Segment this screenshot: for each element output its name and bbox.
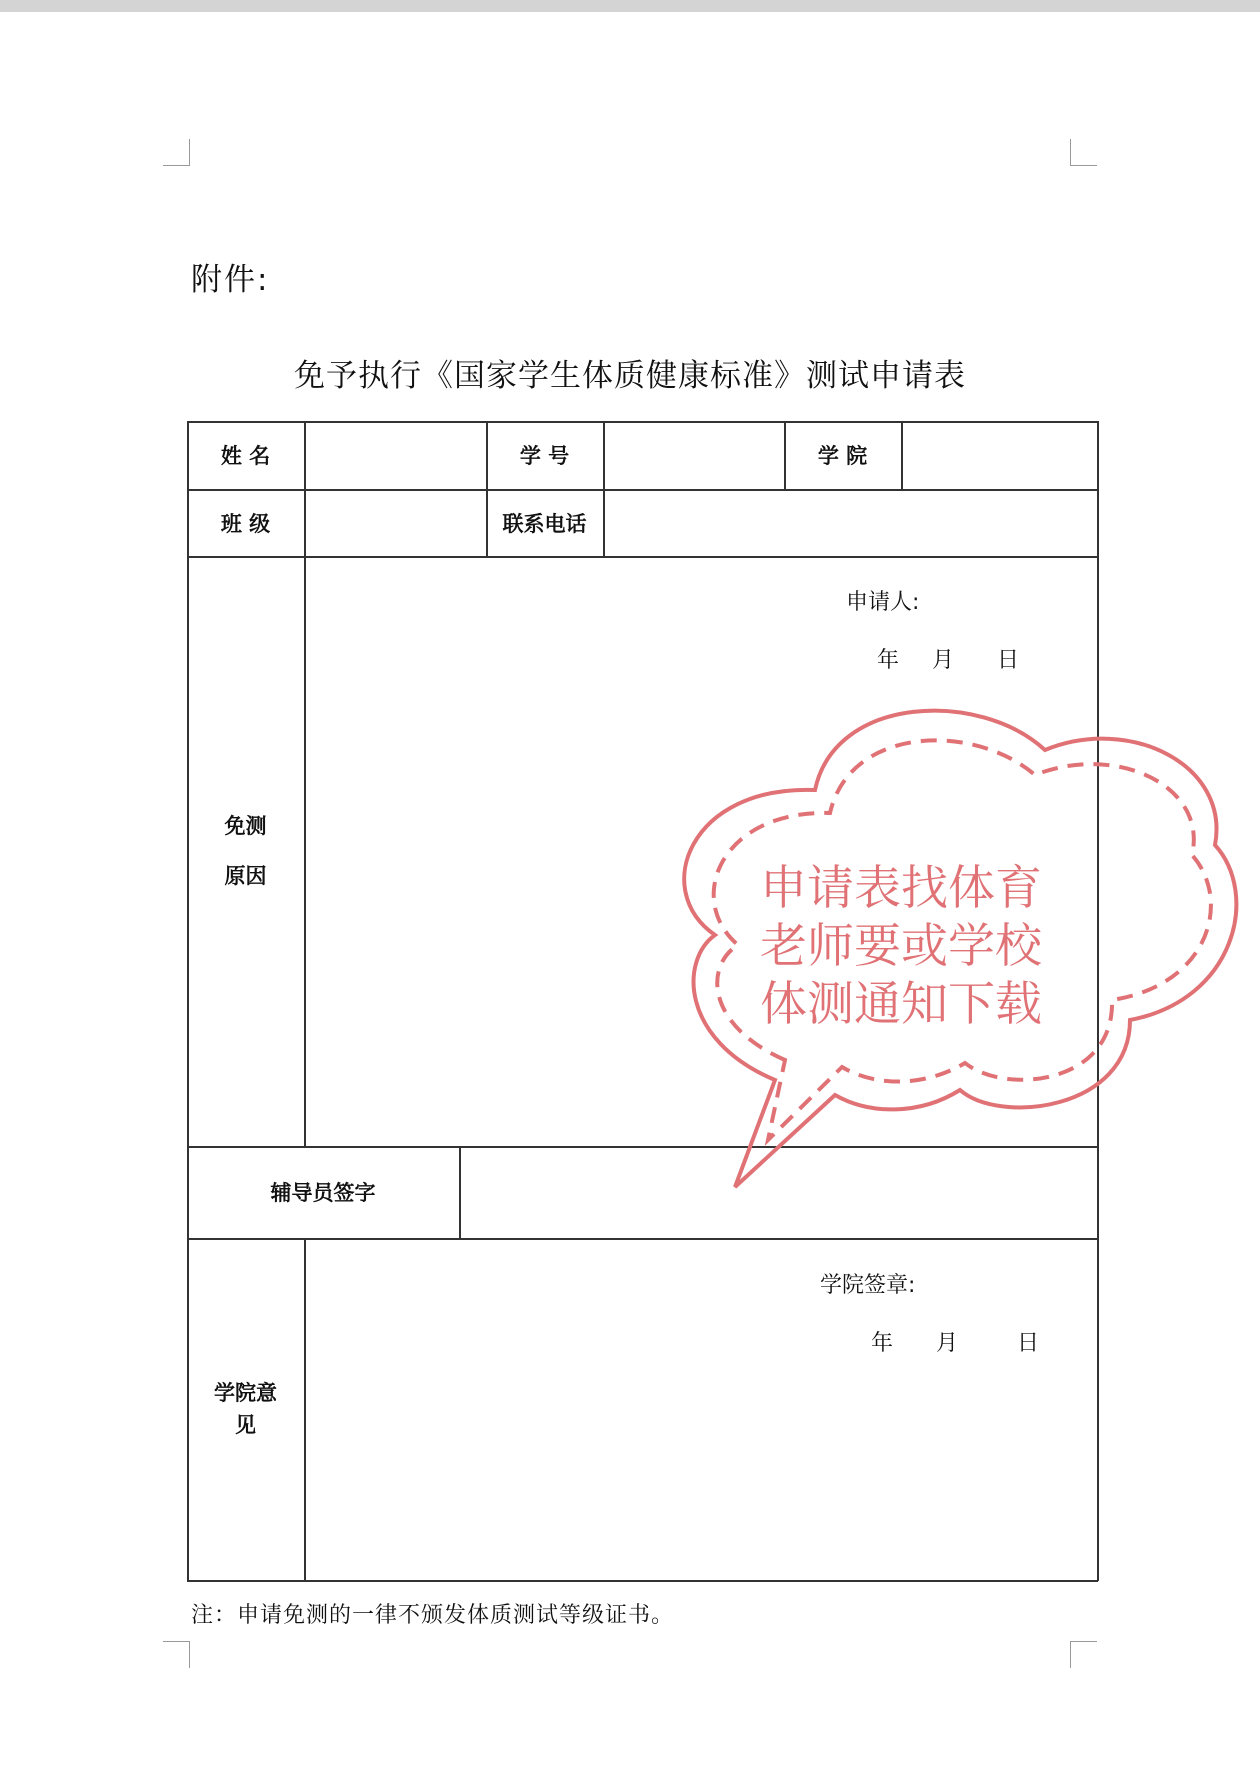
phone-label: 联系电话 <box>502 511 587 536</box>
exemption-reason-label-line2: 原因 <box>224 864 267 888</box>
top-edge-bar <box>0 0 1260 12</box>
crop-mark-bottom-left <box>163 1641 190 1668</box>
exemption-reason-label-line1: 免测 <box>224 814 267 838</box>
phone-field[interactable] <box>604 489 1097 556</box>
annotation-line: 体测通知下载 <box>760 977 1042 1032</box>
exemption-reason-label <box>187 556 304 1146</box>
college-label: 学 院 <box>817 444 868 468</box>
counselor-signature-label: 辅导员签字 <box>270 1181 376 1205</box>
annotation-line: 老师要或学校 <box>760 919 1042 974</box>
annotation-line: 申请表找体育 <box>760 861 1042 916</box>
crop-mark-bottom-right <box>1070 1641 1097 1668</box>
crop-mark-top-left <box>163 139 190 166</box>
name-field[interactable] <box>305 421 486 489</box>
applicant-label: 申请人: <box>846 590 920 615</box>
crop-mark-top-right <box>1070 139 1097 166</box>
college-opinion-label-line2: 见 <box>235 1413 256 1437</box>
student-no-field[interactable] <box>604 421 784 489</box>
date-month: 月 <box>932 648 955 673</box>
class-field[interactable] <box>305 489 486 556</box>
annotation-text <box>760 860 1100 1034</box>
attachment-label: 附件: <box>191 262 270 298</box>
college-opinion-label-line1: 学院意 <box>214 1381 277 1405</box>
form-title: 免予执行《国家学生体质健康标准》测试申请表 <box>294 358 966 394</box>
student-no-label: 学 号 <box>519 444 570 468</box>
name-label: 姓 名 <box>220 444 271 468</box>
college-opinion-field[interactable] <box>305 1239 1097 1580</box>
college-field[interactable] <box>902 421 1097 489</box>
date-month: 月 <box>936 1331 959 1356</box>
class-label: 班 级 <box>220 511 271 536</box>
college-seal-label: 学院签章: <box>820 1273 916 1298</box>
footnote: 注：申请免测的一律不颁发体质测试等级证书。 <box>191 1603 675 1628</box>
date-year: 年 <box>871 1331 894 1356</box>
date-day: 日 <box>997 648 1020 673</box>
date-year: 年 <box>877 648 900 673</box>
date-day: 日 <box>1017 1331 1040 1356</box>
college-opinion-label <box>187 1238 304 1580</box>
table-border-bottom <box>187 1580 1098 1582</box>
